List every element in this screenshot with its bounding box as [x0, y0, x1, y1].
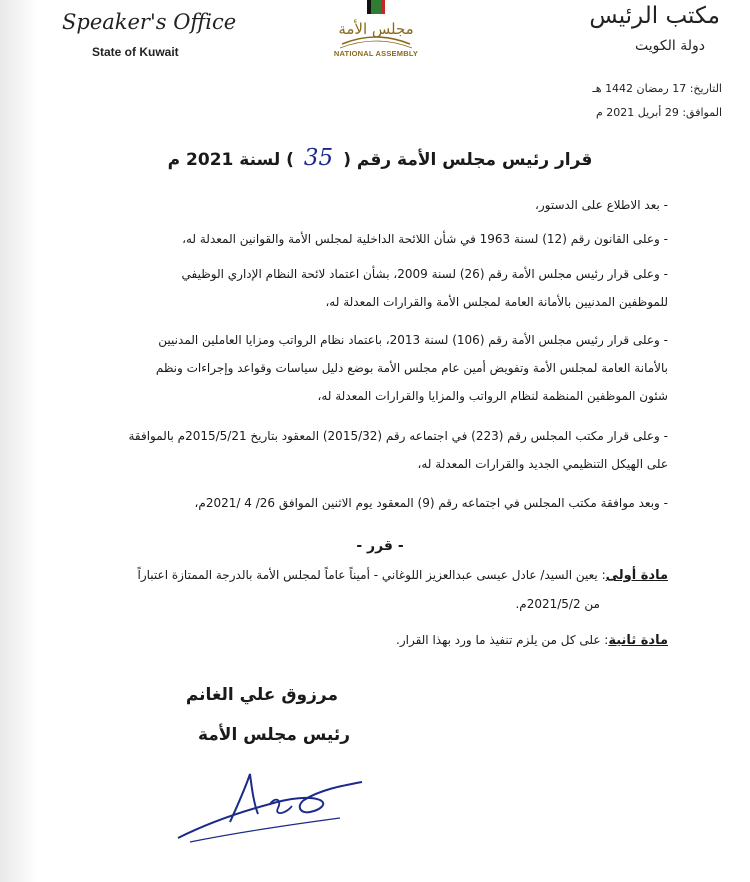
preamble-line: بالأمانة العامة لمجلس الأمة وتفويض أمين عام مجلس الأمة بوضع دليل سياسات وقواعد وإجراءات ونظم [155, 361, 668, 375]
preamble-line: شئون الموظفين المنظمة لنظام الرواتب والمزايا والقرارات المعدلة له، [317, 389, 668, 403]
article-label: مادة ثانية [608, 633, 668, 648]
article-text: : على كل من يلزم تنفيذ ما ورد بهذا القرار. [396, 633, 609, 647]
page-edge-shadow [0, 0, 38, 882]
handwritten-signature-icon [170, 760, 370, 850]
article-first [138, 563, 669, 588]
letterhead-office-en: Speaker's Office [62, 10, 237, 34]
preamble-line: - وبعد موافقة مكتب المجلس في اجتماعه رقم (9) المعقود يوم الاثنين الموافق 26/ 4 /2021م، [194, 496, 668, 510]
signatory-title: رئيس مجلس الأمة [197, 725, 350, 745]
article-text: : يعين السيد/ عادل عيسى عبدالعزيز اللوغاني - أميناً عاماً لمجلس الأمة بالدرجة الممتازة اعتباراً [137, 568, 606, 582]
article-first-continued: من 2021/5/2م. [515, 597, 600, 611]
preamble-line: - وعلى قرار مكتب المجلس رقم (223) في اجتماعه رقم (2015/32) المعقود بتاريخ 2015/5/21م بالموافقة [128, 429, 668, 443]
preamble-line: - وعلى قرار رئيس مجلس الأمة رقم (26) لسنة 2009، بشأن اعتماد لائحة النظام الإداري الوظيفي [181, 267, 668, 281]
decides-heading: - قرر - [356, 538, 404, 554]
preamble-line: - وعلى قرار رئيس مجلس الأمة رقم (106) لسنة 2013، باعتماد نظام الرواتب ومزايا العاملين المدنيين [158, 333, 668, 347]
decision-number: 35 [303, 145, 334, 171]
decision-title [150, 145, 610, 171]
preamble-line: للموظفين المدنيين بالأمانة العامة لمجلس الأمة والقرارات المعدلة له، [325, 295, 668, 309]
emblem-arabic-text: مجلس الأمة [338, 20, 414, 38]
date-hijri: التاريخ: 17 رمضان 1442 هـ [592, 82, 722, 95]
article-second [396, 628, 668, 653]
preamble-line: - بعد الاطلاع على الدستور، [534, 198, 668, 212]
article-label: مادة أولى [605, 568, 668, 583]
date-gregorian: الموافق: 29 أبريل 2021 م [595, 106, 722, 119]
letterhead-office-ar: مكتب الرئيس [589, 3, 720, 29]
emblem-english-text: NATIONAL ASSEMBLY [333, 49, 419, 58]
signatory-name: مرزوق علي الغانم [185, 685, 338, 705]
letterhead-state-ar: دولة الكويت [635, 38, 705, 54]
decision-title-suffix: ) لسنة 2021 م [167, 150, 294, 170]
preamble-line: - وعلى القانون رقم (12) لسنة 1963 في شأن اللائحة الداخلية لمجلس الأمة والقوانين المعدلة له، [182, 232, 668, 246]
preamble-line: على الهيكل التنظيمي الجديد والقرارات المعدلة له، [417, 457, 668, 471]
decision-title-prefix: قرار رئيس مجلس الأمة رقم ( [343, 150, 593, 170]
letterhead-state-en: State of Kuwait [92, 45, 179, 59]
